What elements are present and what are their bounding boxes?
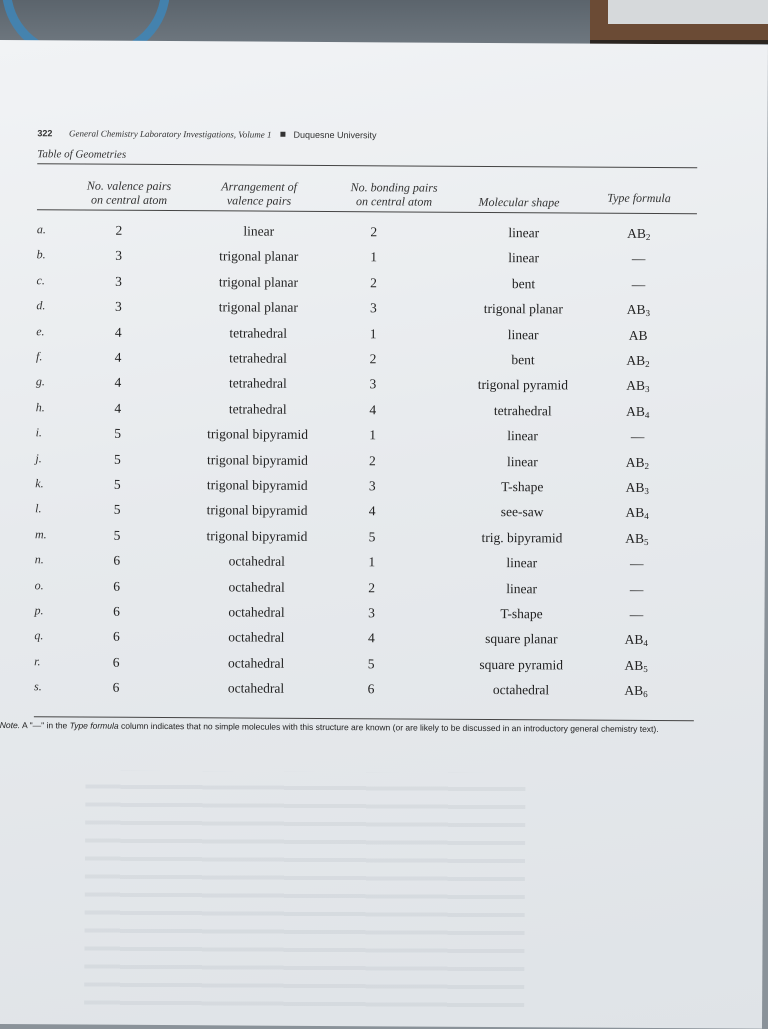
separator-square-icon xyxy=(280,132,285,137)
row-letter: o. xyxy=(34,577,44,592)
molecular-shape-cell: square planar xyxy=(485,631,558,647)
row-letter: l. xyxy=(35,501,42,516)
page-number: 322 xyxy=(37,128,53,139)
molecular-shape-cell: linear xyxy=(507,428,538,444)
type-formula-cell: $AB_2$ xyxy=(626,352,650,369)
arrangement-cell: tetrahedral xyxy=(228,401,287,417)
valence-pairs-cell: 6 xyxy=(112,629,120,645)
arrangement-cell: trigonal bipyramid xyxy=(207,426,309,443)
type-formula-cell: — xyxy=(630,556,644,572)
arrangement-cell: tetrahedral xyxy=(229,325,288,341)
bonding-pairs-cell: 3 xyxy=(368,478,376,494)
type-formula-cell: $AB_5$ xyxy=(624,657,648,674)
row-letter: e. xyxy=(36,323,45,338)
type-formula-cell: — xyxy=(631,276,646,292)
header-type-formula: Type formula xyxy=(607,190,671,206)
valence-pairs-cell: 3 xyxy=(115,273,122,289)
bonding-pairs-cell: 6 xyxy=(367,681,375,697)
molecular-shape-cell: trigonal pyramid xyxy=(477,377,569,393)
row-letter: s. xyxy=(34,679,42,694)
top-rule xyxy=(37,163,697,168)
type-formula-cell: $AB_2$ xyxy=(627,225,651,242)
type-formula-cell: $AB_4$ xyxy=(624,632,648,649)
molecular-shape-cell: see-saw xyxy=(500,504,544,520)
row-letter: n. xyxy=(34,552,44,567)
row-letter: c. xyxy=(36,273,45,288)
valence-pairs-cell: 4 xyxy=(114,400,122,416)
molecular-shape-cell: T-shape xyxy=(501,479,544,495)
valence-pairs-cell: 3 xyxy=(115,248,123,264)
molecular-shape-cell: linear xyxy=(508,250,540,266)
valence-pairs-cell: 2 xyxy=(115,222,123,238)
bonding-pairs-cell: 1 xyxy=(368,554,376,570)
molecular-shape-cell: T-shape xyxy=(500,606,543,622)
valence-pairs-cell: 5 xyxy=(113,476,121,492)
row-letter: r. xyxy=(34,654,41,669)
row-letter: m. xyxy=(34,527,47,542)
arrangement-cell: tetrahedral xyxy=(229,375,287,392)
book-page xyxy=(0,40,768,1029)
valence-pairs-cell: 5 xyxy=(114,425,122,441)
valence-pairs-cell: 6 xyxy=(113,552,121,568)
header-arrangement: Arrangement of valence pairs xyxy=(221,179,297,209)
arrangement-cell: trigonal bipyramid xyxy=(206,477,308,493)
molecular-shape-cell: trigonal planar xyxy=(483,301,563,317)
row-letter: k. xyxy=(35,476,44,491)
valence-pairs-cell: 6 xyxy=(112,654,120,670)
molecular-shape-cell: linear xyxy=(507,326,539,342)
type-formula-cell: $AB_5$ xyxy=(625,530,649,547)
row-letter: b. xyxy=(36,247,46,262)
type-formula-cell: $AB_3$ xyxy=(626,302,650,319)
arrangement-cell: trigonal planar xyxy=(219,248,299,265)
header-bonding-pairs: No. bonding pairs on central atom xyxy=(350,180,438,210)
arrangement-cell: trigonal bipyramid xyxy=(206,502,308,519)
molecular-shape-cell: square pyramid xyxy=(479,656,564,673)
row-letter: p. xyxy=(34,603,44,618)
table-title: Table of Geometries xyxy=(37,148,127,161)
molecular-shape-cell: octahedral xyxy=(492,682,550,698)
bonding-pairs-cell: 2 xyxy=(370,275,377,291)
bonding-pairs-cell: 5 xyxy=(367,656,375,672)
arrangement-cell: octahedral xyxy=(228,655,285,671)
arrangement-cell: linear xyxy=(243,223,275,239)
bonding-pairs-cell: 2 xyxy=(369,351,377,367)
row-letter: h. xyxy=(35,400,45,415)
type-formula-cell: $AB_4$ xyxy=(625,505,649,522)
valence-pairs-cell: 6 xyxy=(113,578,121,594)
type-formula-cell: — xyxy=(629,581,644,597)
arrangement-cell: octahedral xyxy=(228,553,285,569)
frame-corner xyxy=(590,0,768,44)
valence-pairs-cell: 6 xyxy=(113,603,120,619)
type-formula-cell: $AB_3$ xyxy=(625,479,649,496)
row-letter: g. xyxy=(35,374,45,389)
running-head xyxy=(37,128,376,140)
bonding-pairs-cell: 1 xyxy=(369,325,377,341)
valence-pairs-cell: 5 xyxy=(114,451,121,467)
arrangement-cell: octahedral xyxy=(228,604,285,620)
row-letter: a. xyxy=(36,222,46,237)
bonding-pairs-cell: 4 xyxy=(369,402,377,418)
type-formula-cell: $AB_6$ xyxy=(624,683,648,700)
arrangement-cell: trigonal bipyramid xyxy=(206,451,308,468)
header-valence-pairs: No. valence pairs on central atom xyxy=(86,178,172,208)
valence-pairs-cell: 3 xyxy=(114,298,122,314)
publisher: Duquesne University xyxy=(293,129,377,141)
row-letter: q. xyxy=(34,628,44,643)
valence-pairs-cell: 5 xyxy=(113,502,121,518)
bonding-pairs-cell: 3 xyxy=(368,605,375,621)
type-formula-cell: AB xyxy=(628,327,648,343)
type-formula-cell: $AB_3$ xyxy=(626,378,650,395)
molecular-shape-cell: linear xyxy=(507,453,538,469)
row-letter: j. xyxy=(35,450,42,465)
valence-pairs-cell: 4 xyxy=(114,375,122,391)
bleed-through-text xyxy=(84,771,525,1014)
bonding-pairs-cell: 3 xyxy=(369,376,377,392)
book-title: General Chemistry Laboratory Investigations, Volume 1 xyxy=(68,128,272,140)
table-note: Note. A "—" in the Type formula column indicates that no simple molecules with this structure are known (or are likely to be discussed in an introductory general chemistry text). xyxy=(0,720,659,735)
bonding-pairs-cell: 3 xyxy=(369,300,377,316)
molecular-shape-cell: bent xyxy=(511,352,535,368)
row-letter: d. xyxy=(36,298,46,313)
molecular-shape-cell: linear xyxy=(506,580,538,596)
row-letter: i. xyxy=(35,425,42,440)
type-formula-cell: — xyxy=(630,429,645,445)
molecular-shape-cell: linear xyxy=(506,555,538,571)
bonding-pairs-cell: 2 xyxy=(370,224,378,240)
valence-pairs-cell: 4 xyxy=(114,349,122,365)
arrangement-cell: trigonal planar xyxy=(218,299,298,316)
bonding-pairs-cell: 4 xyxy=(368,503,376,519)
valence-pairs-cell: 4 xyxy=(114,324,122,340)
type-formula-cell: $AB_4$ xyxy=(626,403,650,420)
bonding-pairs-cell: 1 xyxy=(369,427,377,443)
valence-pairs-cell: 5 xyxy=(113,527,121,543)
molecular-shape-cell: bent xyxy=(511,275,536,292)
bonding-pairs-cell: 5 xyxy=(368,529,376,545)
row-letter: f. xyxy=(36,349,43,364)
arrangement-cell: trigonal planar xyxy=(218,274,299,290)
type-formula-cell: — xyxy=(631,251,646,267)
molecular-shape-cell: linear xyxy=(508,225,540,241)
arrangement-cell: octahedral xyxy=(227,680,285,696)
bonding-pairs-cell: 1 xyxy=(370,249,378,265)
arrangement-cell: octahedral xyxy=(228,579,285,595)
type-formula-cell: — xyxy=(629,606,644,622)
type-formula-cell: $AB_2$ xyxy=(625,454,650,471)
arrangement-cell: trigonal bipyramid xyxy=(206,528,308,544)
bonding-pairs-cell: 2 xyxy=(369,452,376,468)
header-rule xyxy=(37,209,697,214)
arrangement-cell: tetrahedral xyxy=(229,350,287,366)
arrangement-cell: octahedral xyxy=(228,629,285,646)
molecular-shape-cell: trig. bipyramid xyxy=(481,529,563,546)
valence-pairs-cell: 6 xyxy=(112,679,120,695)
bonding-pairs-cell: 2 xyxy=(368,579,376,595)
molecular-shape-cell: tetrahedral xyxy=(493,402,552,419)
header-molecular-shape: Molecular shape xyxy=(478,194,560,210)
bonding-pairs-cell: 4 xyxy=(367,630,375,646)
